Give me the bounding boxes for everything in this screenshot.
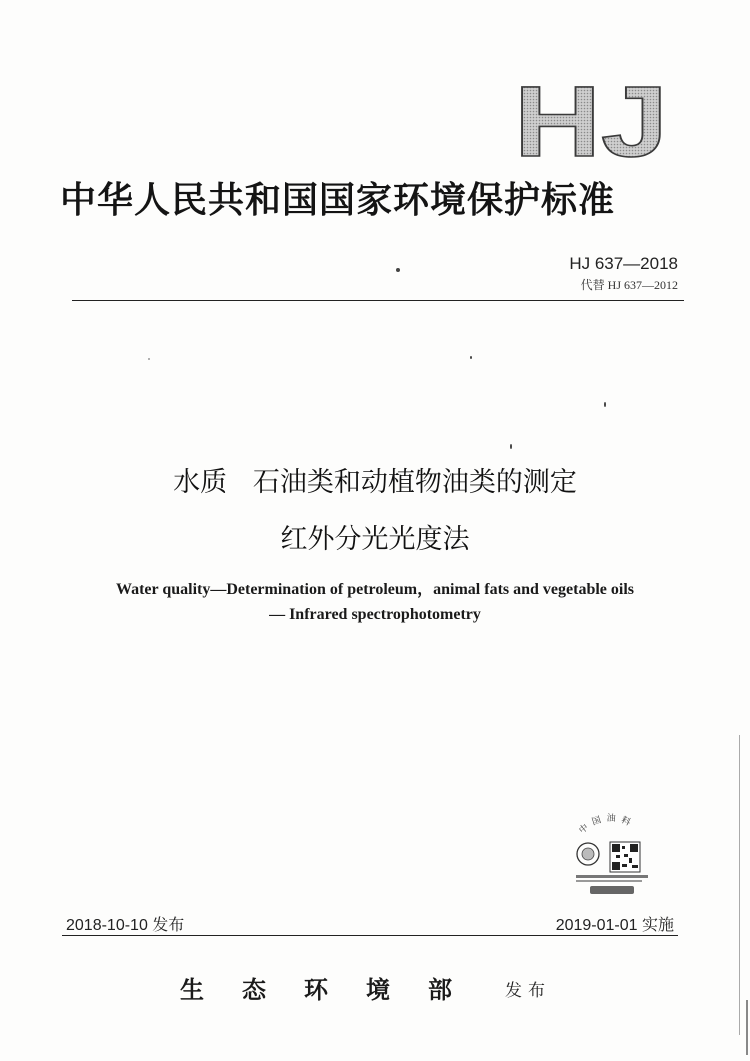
scan-speck	[470, 356, 472, 359]
replaced-standard: 代替 HJ 637—2012	[580, 278, 678, 292]
english-title-line-2: — Infrared spectrophotometry	[269, 606, 481, 623]
scan-speck	[396, 268, 400, 272]
scan-speck	[148, 358, 150, 360]
hj-logo	[514, 80, 670, 160]
scan-speck	[604, 402, 606, 407]
header-divider	[72, 300, 684, 301]
issuing-ministry: 生态环境部	[180, 975, 490, 1004]
chinese-title-line-1: 水质 石油类和动植物油类的测定	[173, 467, 577, 498]
issuing-ministry-suffix: 发布	[505, 981, 551, 1001]
publisher-seal-stamp	[560, 806, 662, 906]
footer-divider	[62, 935, 678, 936]
issuing-authority-title: 中华人民共和国国家环境保护标准	[60, 179, 616, 221]
chinese-title-line-2: 红外分光光度法	[280, 524, 470, 555]
svg-text:中国油料	[576, 812, 637, 837]
standard-number: HJ 637—2018	[569, 254, 678, 273]
scan-edge-mark	[746, 1000, 748, 1055]
scan-speck	[510, 444, 512, 449]
seal-arc-text: 中国油料	[577, 813, 637, 837]
scan-edge-mark	[739, 735, 740, 1035]
qr-code-icon	[610, 842, 640, 872]
implementation-date: 2019-01-01 实施	[555, 917, 674, 934]
hj-logo-text: HJ	[514, 80, 668, 160]
issue-date: 2018-10-10 发布	[66, 917, 185, 934]
english-title-line-1: Water quality—Determination of petroleum，animal fats and vegetable oils	[115, 581, 635, 598]
